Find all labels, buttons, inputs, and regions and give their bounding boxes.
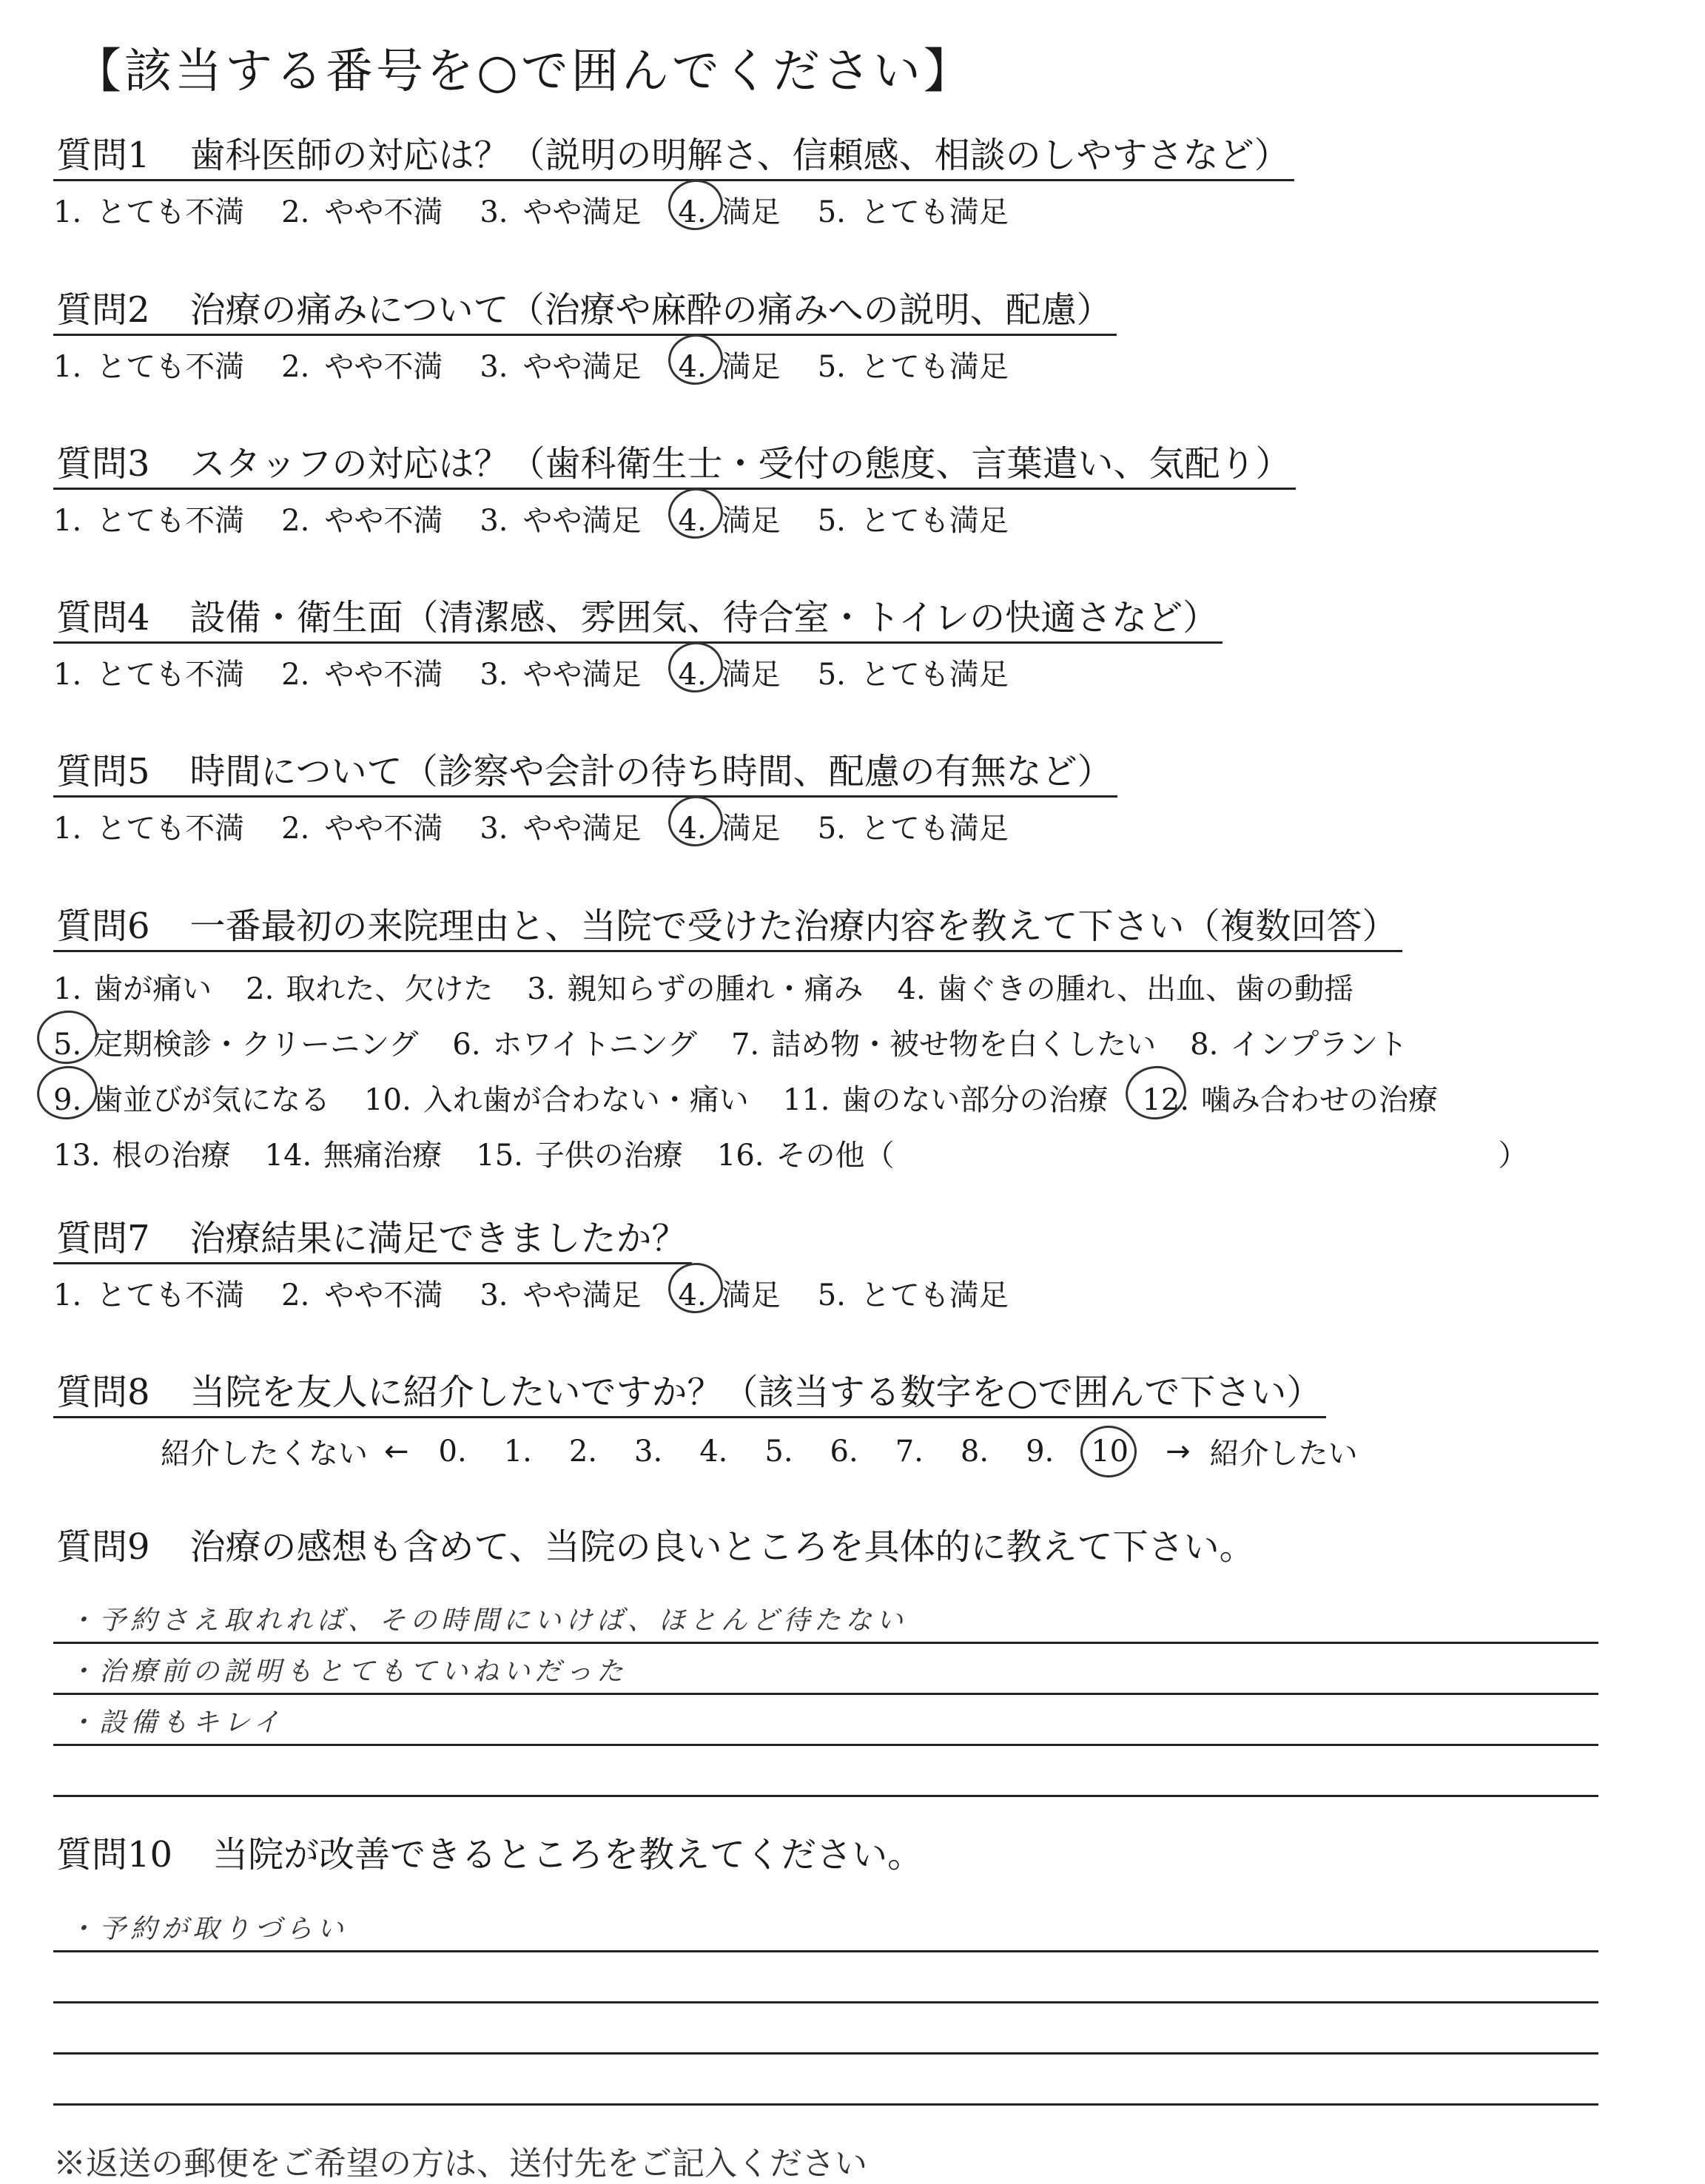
option-number: 2.: [246, 972, 275, 1007]
question-number: 質問2: [56, 289, 150, 331]
reason-option[interactable]: [717, 1132, 895, 1174]
question-title: [53, 1219, 692, 1264]
question-4: [53, 598, 1667, 693]
option-number: 1.: [53, 350, 82, 385]
reason-option[interactable]: [476, 1132, 683, 1174]
question-title: [53, 290, 1117, 336]
satisfaction-options: [53, 189, 1667, 231]
option-2[interactable]: [281, 189, 443, 231]
question-text: 治療の痛みについて（治療や麻酔の痛みへの説明、配慮）: [189, 289, 1112, 331]
option-number: 1.: [53, 812, 82, 846]
option-label: 入れ歯が合わない・痛い: [423, 1083, 749, 1118]
option-label: やや不満: [324, 658, 443, 692]
option-label: とても満足: [860, 504, 1009, 539]
question-3: [53, 444, 1667, 539]
question-text: 一番最初の来院理由と、当院で受けた治療内容を教えて下さい（複数回答）: [189, 906, 1398, 947]
option-label: やや満足: [522, 1278, 642, 1313]
option-label: 歯のない部分の治療: [841, 1083, 1109, 1118]
option-number: 1.: [53, 1278, 82, 1313]
option-5[interactable]: [818, 497, 1009, 539]
question-title: [53, 1527, 1260, 1571]
option-label: とても不満: [96, 504, 245, 539]
answer-line[interactable]: [53, 1952, 1598, 2003]
question-text: 当院が改善できるところを教えてください。: [212, 1834, 924, 1875]
satisfaction-options: [53, 497, 1667, 539]
reason-option[interactable]: [265, 1132, 443, 1174]
option-5[interactable]: [818, 1272, 1009, 1314]
answer-line[interactable]: [53, 1901, 1598, 1952]
option-number: 2.: [281, 812, 310, 846]
question-6: [53, 906, 1667, 1174]
option-number: 8.: [1190, 1028, 1219, 1062]
satisfaction-options: [53, 805, 1667, 847]
option-label: 歯並びが気になる: [93, 1083, 331, 1118]
option-1[interactable]: [53, 1272, 244, 1314]
option-4[interactable]: [679, 189, 781, 231]
reason-row: [53, 1076, 1667, 1119]
option-number: 1.: [53, 195, 82, 230]
option-label: 満足: [721, 812, 781, 846]
reason-option[interactable]: [1190, 1021, 1408, 1063]
option-label: とても不満: [96, 350, 245, 385]
reason-option[interactable]: [783, 1076, 1109, 1119]
reason-option[interactable]: [364, 1076, 749, 1119]
option-4[interactable]: [679, 651, 781, 693]
question-text: 治療結果に満足できましたか？: [189, 1218, 687, 1259]
option-number: 2.: [281, 1278, 310, 1313]
option-label: やや満足: [522, 195, 642, 230]
option-label: とても不満: [96, 812, 245, 846]
option-label: 満足: [721, 658, 781, 692]
question-number: 質問1: [56, 135, 150, 176]
option-number: 7.: [730, 1028, 760, 1062]
option-number: 10.: [364, 1083, 411, 1118]
option-3[interactable]: [480, 651, 641, 693]
option-number: 2.: [281, 504, 310, 539]
scale-numbers: [439, 1435, 1166, 1469]
option-3[interactable]: [480, 343, 641, 385]
option-number: 5.: [817, 350, 846, 385]
option-number: 4.: [678, 812, 707, 846]
question-title: [53, 752, 1117, 798]
option-label: 満足: [721, 504, 781, 539]
question-title: [53, 906, 1402, 952]
option-number: 16.: [716, 1139, 764, 1173]
scale-right-label: 紹介したい: [1209, 1437, 1358, 1472]
option-label: やや不満: [324, 504, 443, 539]
option-number: 11.: [782, 1083, 830, 1118]
option-label: とても満足: [860, 812, 1009, 846]
satisfaction-options: [53, 651, 1667, 693]
option-label: とても満足: [860, 1278, 1009, 1313]
question-text: 設備・衛生面（清潔感、雰囲気、待合室・トイレの快適さなど）: [189, 597, 1219, 638]
question-title: [53, 1835, 927, 1878]
reason-row: [53, 1021, 1667, 1063]
reason-option[interactable]: [53, 1021, 418, 1063]
scale-left-label: 紹介したくない: [161, 1437, 368, 1472]
question-9: [53, 1527, 1667, 1571]
option-number: 4.: [678, 1278, 707, 1313]
option-number: 12.: [1142, 1083, 1190, 1118]
option-4[interactable]: [679, 343, 781, 385]
option-number: 5.: [53, 1028, 82, 1062]
option-number: 5.: [817, 1278, 846, 1313]
option-2[interactable]: [281, 1272, 443, 1314]
reason-option[interactable]: [452, 1021, 697, 1063]
question-7: [53, 1219, 1667, 1314]
scale-option-5[interactable]: 5.: [764, 1434, 793, 1469]
scale-option-10[interactable]: 10: [1091, 1434, 1129, 1469]
instruction-header: 【該当する番号を○で囲んでください】: [74, 44, 974, 99]
option-number: 1.: [53, 504, 82, 539]
option-number: 3.: [480, 658, 508, 692]
answer-line[interactable]: [53, 2055, 1598, 2106]
q9-answer-lines: [53, 1593, 1598, 1797]
option-label: とても満足: [860, 350, 1009, 385]
handwritten-answer: ・治療前の説明もとてもていねいだった: [68, 1656, 628, 1687]
question-2: [53, 290, 1667, 385]
scale-option-0[interactable]: 0.: [438, 1434, 467, 1469]
right-arrow-icon: →: [1166, 1434, 1191, 1469]
option-number: 13.: [53, 1139, 101, 1173]
option-number: 15.: [476, 1139, 523, 1173]
option-label: 満足: [721, 1278, 781, 1313]
answer-line[interactable]: [53, 1593, 1598, 1644]
answer-line[interactable]: [53, 1746, 1598, 1797]
reason-option[interactable]: [53, 965, 212, 1008]
question-5: [53, 752, 1667, 847]
question-number: 質問7: [56, 1218, 150, 1259]
reason-row: [53, 1132, 1667, 1174]
option-label: とても不満: [96, 195, 245, 230]
option-label: とても満足: [860, 658, 1009, 692]
option-number: 4.: [678, 658, 707, 692]
question-number: 質問5: [56, 751, 150, 792]
option-label: やや不満: [324, 812, 443, 846]
recommend-scale: [53, 1430, 1667, 1472]
option-5[interactable]: [818, 805, 1009, 847]
option-number: 3.: [527, 972, 556, 1007]
option-1[interactable]: [53, 651, 244, 693]
option-number: 4.: [678, 504, 707, 539]
option-4[interactable]: [679, 497, 781, 539]
q10-answer-lines: [53, 1901, 1598, 2106]
option-number: 3.: [480, 350, 508, 385]
option-number: 14.: [264, 1139, 312, 1173]
option-label: やや満足: [522, 504, 642, 539]
option-5[interactable]: [818, 343, 1009, 385]
option-label: 噛み合わせの治療: [1201, 1083, 1439, 1118]
question-text: 当院を友人に紹介したいですか？（該当する数字を○で囲んで下さい）: [189, 1372, 1322, 1413]
reason-option[interactable]: [246, 965, 493, 1008]
question-title: [53, 1372, 1326, 1418]
question-10: [53, 1835, 1667, 1878]
scale-option-3[interactable]: 3.: [634, 1434, 663, 1469]
answer-line[interactable]: [53, 1695, 1598, 1746]
question-text: 治療の感想も含めて、当院の良いところを具体的に教えて下さい。: [189, 1526, 1255, 1568]
option-number: 5.: [817, 195, 846, 230]
option-number: 5.: [817, 658, 846, 692]
option-label: とても不満: [96, 658, 245, 692]
question-text: 時間について（診察や会計の待ち時間、配慮の有無など）: [189, 751, 1113, 792]
option-label: 子供の治療: [534, 1139, 683, 1173]
option-label: その他（: [776, 1139, 895, 1173]
option-number: 3.: [480, 812, 508, 846]
satisfaction-options: [53, 343, 1667, 385]
option-label: 歯が痛い: [93, 972, 212, 1007]
question-number: 質問4: [56, 597, 150, 638]
handwritten-answer: ・予約さえ取れれば、その時間にいけば、ほとんど待たない: [68, 1605, 908, 1636]
option-label: 取れた、欠けた: [286, 972, 494, 1007]
option-number: 3.: [480, 1278, 508, 1313]
option-label: やや満足: [522, 658, 642, 692]
option-label: 根の治療: [112, 1139, 231, 1173]
option-label: 親知らずの腫れ・痛み: [567, 972, 864, 1007]
option-label: とても満足: [860, 195, 1009, 230]
question-title: [53, 598, 1223, 644]
other-close-paren: ）: [1498, 1139, 1528, 1173]
option-label: 満足: [721, 350, 781, 385]
option-number: 3.: [480, 195, 508, 230]
option-4[interactable]: [679, 805, 781, 847]
satisfaction-options: [53, 1272, 1667, 1314]
option-number: 1.: [53, 972, 82, 1007]
option-1[interactable]: [53, 189, 244, 231]
option-1[interactable]: [53, 805, 244, 847]
option-number: 4.: [897, 972, 926, 1007]
reason-options: [53, 965, 1667, 1174]
scale-option-9[interactable]: 9.: [1026, 1434, 1055, 1469]
option-label: やや不満: [324, 350, 443, 385]
answer-line[interactable]: [53, 2003, 1598, 2055]
option-5[interactable]: [818, 189, 1009, 231]
handwritten-answer: ・設備もキレイ: [68, 1708, 284, 1738]
option-1[interactable]: [53, 343, 244, 385]
question-number: 質問8: [56, 1372, 150, 1413]
option-4[interactable]: [679, 1272, 781, 1314]
reason-option[interactable]: [53, 1076, 330, 1119]
question-8: [53, 1372, 1667, 1472]
question-1: [53, 135, 1667, 231]
question-title: [53, 444, 1296, 490]
option-label: やや不満: [324, 195, 443, 230]
option-label: 満足: [721, 195, 781, 230]
option-2[interactable]: [281, 497, 443, 539]
option-5[interactable]: [818, 651, 1009, 693]
option-number: 5.: [817, 504, 846, 539]
option-number: 1.: [53, 658, 82, 692]
answer-line[interactable]: [53, 1644, 1598, 1695]
reason-option[interactable]: [1142, 1076, 1438, 1119]
scale-option-1[interactable]: 1.: [503, 1434, 532, 1469]
question-text: スタッフの対応は？（歯科衛生士・受付の態度、言葉遣い、気配り）: [189, 443, 1291, 485]
option-number: 2.: [281, 195, 310, 230]
option-2[interactable]: [281, 805, 443, 847]
handwritten-answer: ・予約が取りづらい: [68, 1914, 349, 1944]
scale-option-8[interactable]: 8.: [960, 1434, 989, 1469]
option-3[interactable]: [480, 805, 641, 847]
option-label: 歯ぐきの腫れ、出血、歯の動揺: [937, 972, 1354, 1007]
option-number: 9.: [53, 1083, 82, 1118]
option-number: 2.: [281, 350, 310, 385]
question-number: 質問6: [56, 906, 150, 947]
question-number: 質問9: [56, 1526, 150, 1568]
option-1[interactable]: [53, 497, 244, 539]
reason-option[interactable]: [527, 965, 863, 1008]
footer-note: ※返送の郵便をご希望の方は、送付先をご記入ください: [53, 2145, 867, 2183]
scale-option-7[interactable]: 7.: [895, 1434, 924, 1469]
reason-option[interactable]: [53, 1132, 231, 1174]
question-number: 質問10: [56, 1834, 173, 1875]
option-label: やや満足: [522, 350, 642, 385]
option-number: 6.: [452, 1028, 481, 1062]
reason-option[interactable]: [898, 965, 1354, 1008]
option-label: インプラント: [1230, 1028, 1408, 1062]
question-text: 歯科医師の対応は？（説明の明解さ、信頼感、相談のしやすさなど）: [189, 135, 1290, 176]
option-label: 詰め物・被せ物を白くしたい: [771, 1028, 1157, 1062]
option-label: やや不満: [324, 1278, 443, 1313]
reason-option[interactable]: [731, 1021, 1156, 1063]
question-number: 質問3: [56, 443, 150, 485]
option-2[interactable]: [281, 343, 443, 385]
option-number: 5.: [817, 812, 846, 846]
option-number: 4.: [678, 195, 707, 230]
left-arrow-icon: ←: [384, 1434, 409, 1469]
option-3[interactable]: [480, 189, 641, 231]
option-label: やや満足: [522, 812, 642, 846]
option-3[interactable]: [480, 1272, 641, 1314]
scale-option-4[interactable]: 4.: [699, 1434, 728, 1469]
question-title: [53, 135, 1294, 181]
scale-option-2[interactable]: 2.: [568, 1434, 598, 1469]
option-number: 3.: [480, 504, 508, 539]
scale-option-6[interactable]: 6.: [830, 1434, 858, 1469]
option-2[interactable]: [281, 651, 443, 693]
option-label: 定期検診・クリーニング: [93, 1028, 419, 1062]
option-number: 4.: [678, 350, 707, 385]
option-3[interactable]: [480, 497, 641, 539]
option-label: ホワイトニング: [492, 1028, 697, 1062]
option-label: とても不満: [96, 1278, 245, 1313]
option-label: 無痛治療: [323, 1139, 443, 1173]
option-number: 2.: [281, 658, 310, 692]
reason-row: [53, 965, 1667, 1008]
